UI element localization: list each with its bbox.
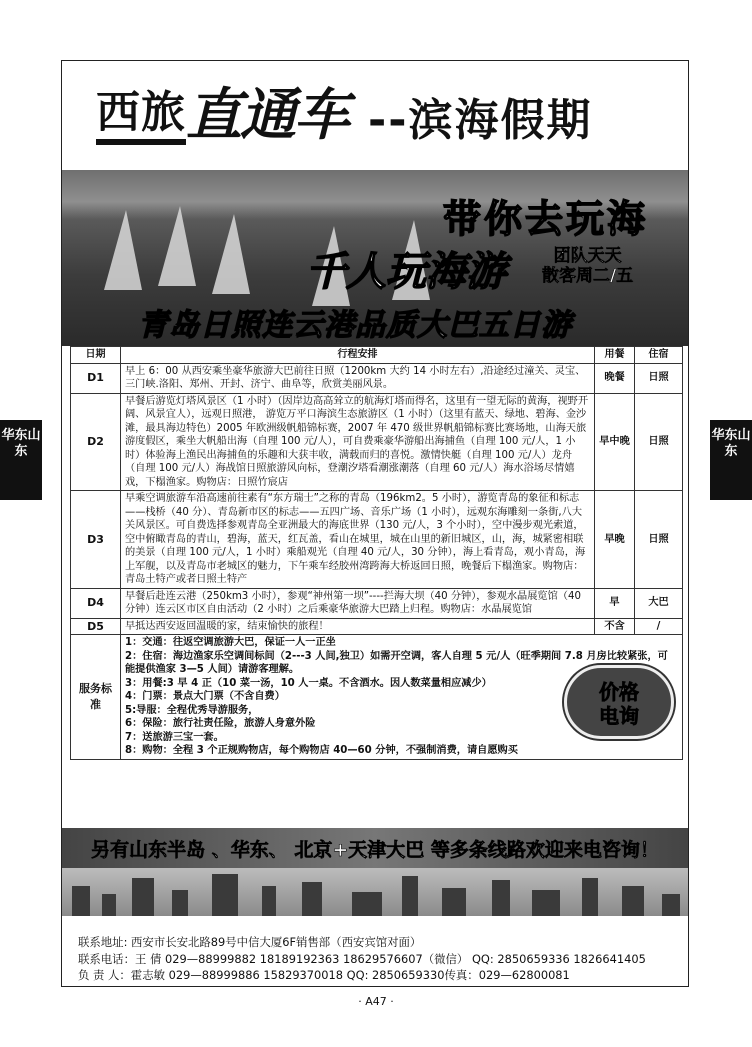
- page-number: · A47 ·: [358, 995, 394, 1008]
- table-row: [71, 588, 683, 618]
- service-item: 3：用餐:3 早 4 正（10 菜一汤，10 人一桌。不含酒水。因人数菜量相应减少）: [125, 677, 492, 689]
- side-tab-left: 华东山东: [0, 420, 42, 500]
- meal-cell: 晚餐: [595, 363, 635, 393]
- stay-cell: /: [635, 618, 683, 635]
- stay-cell: 大巴: [635, 588, 683, 618]
- header-stay: 住宿: [635, 347, 683, 364]
- title-part2: 直通车: [186, 83, 348, 148]
- table-row: [71, 393, 683, 491]
- service-label: 服务标准: [71, 635, 121, 760]
- title-part3: --滨海假期: [368, 95, 593, 146]
- contact-manager: 负 责 人：霍志敏 029—88999886 15829370018 QQ: 2850659330传真：029—62800081: [78, 968, 570, 982]
- meal-cell: 早晚: [595, 491, 635, 589]
- service-item: 5:导服：全程优秀导游服务，: [125, 704, 259, 716]
- schedule-cell: 早上 6：00 从西安乘坐豪华旅游大巴前往日照（1200km 大约 14 小时左右）,沿途经过潼关、灵宝、三门峡.洛阳、郑州、开封、济宁、曲阜等，欣赏美丽风景。: [121, 363, 595, 393]
- schedule-individual: 散客周二/五: [542, 266, 634, 286]
- service-item: 6：保险：旅行社责任险，旅游人身意外险: [125, 718, 316, 729]
- price-badge-line2: 电询: [599, 704, 639, 728]
- day-cell: D2: [71, 393, 121, 491]
- banner-headline: 带你去玩海: [442, 197, 648, 241]
- title-part1: 西旅: [96, 87, 186, 145]
- service-item: 4：门票：景点大门票（不含自费）: [125, 691, 285, 702]
- banner-subheadline: 千人玩海游: [306, 249, 506, 295]
- day-cell: D1: [71, 363, 121, 393]
- schedule-cell: 早餐后赴连云港（250km3 小时），参观“神州第一坝”----拦海大坝（40 分钟），参观水晶展览馆（40 分钟）连云区市区自由活动（2 小时）之后乘豪华旅游大巴踏上归程。购物店：水晶展览馆: [121, 588, 595, 618]
- windsurf-sail-icon: [104, 210, 142, 290]
- contact-phone: 联系电话：王 倩 029—88999882 18189192363 18629576607（微信） QQ: 2850659336 1826641405: [78, 951, 646, 966]
- contact-info: [78, 934, 646, 984]
- day-cell: D3: [71, 491, 121, 589]
- windsurf-sail-icon: [212, 214, 250, 294]
- contact-address: 联系地址: 西安市长安北路89号中信大厦6F销售部（西安宾馆对面）: [78, 935, 422, 949]
- itinerary-table: [70, 346, 683, 760]
- banner-photo: [62, 170, 688, 346]
- service-item: 7：送旅游三宝一套。: [125, 731, 224, 743]
- day-cell: D5: [71, 618, 121, 635]
- stay-cell: 日照: [635, 363, 683, 393]
- banner-schedule: [542, 246, 633, 286]
- city-skyline-photo: [62, 868, 688, 916]
- header-meal: 用餐: [595, 347, 635, 364]
- service-row: [71, 635, 683, 760]
- price-badge-line1: 价格: [599, 680, 639, 704]
- schedule-team: 团队天天: [553, 246, 622, 266]
- meal-cell: 早中晚: [595, 393, 635, 491]
- header-day: 日期: [71, 347, 121, 364]
- meal-cell: 早: [595, 588, 635, 618]
- header-schedule: 行程安排: [121, 347, 595, 364]
- service-item: 1：交通：往返空调旅游大巴，保证一人一正坐: [125, 637, 336, 648]
- table-row: [71, 363, 683, 393]
- windsurf-sail-icon: [158, 206, 196, 286]
- schedule-cell: 早餐后游览灯塔风景区（1 小时）（因岸边高高耸立的航海灯塔而得名，这里有一望无际的黄海，视野开阔、风景宜人），远观日照港， 游览万平口海滨生态旅游区（1 小时）（这里有蓝天、绿地、碧海、金沙滩，最具海边特色）2005 年欧洲级帆船锦标赛，2007 年 470 级世界帆船锦标赛比赛场地，山海天旅游度假区，乘坐大帆船出海（自理 100 元/人），可自费乘豪华游船出海捕鱼（自理 100 元/人，1 小时）体验海上渔民出海捕鱼的乐趣和大获丰收，满载而归的喜悦。激情快艇（自理 100 元/人）龙舟（自理 100 元/人）海战馆日照旅游风向标，登潮汐塔看潮涨潮落（自理 60 元/人）海水浴场尽情嬉戏，下榻渔家。购物店：日照竹宸店: [121, 393, 595, 491]
- table-row: [71, 491, 683, 589]
- stay-cell: 日照: [635, 393, 683, 491]
- meal-cell: 不含: [595, 618, 635, 635]
- price-inquiry-badge: [564, 665, 674, 739]
- table-row: [71, 618, 683, 635]
- table-header-row: [71, 347, 683, 364]
- service-list: [121, 635, 683, 760]
- schedule-cell: 早乘空调旅游车沿高速前往素有“东方瑞士”之称的青岛（196km2。5 小时），游览青岛的象征和标志——栈桥（40 分）、青岛新市区的标志——五四广场、音乐广场（1 小时），远观东海雕刻一条街,八大关风景区。可自费选择参观青岛全亚洲最大的海底世界（130 元/人，3 个小时），空中漫步观光索道，空中俯瞰青岛的青山，碧海，蓝天，红瓦盖，看山在城里，城在山里的新旧城区，山，海，城紧密相联的美景（自理 100 元/人，1 小时）乘船观光（自理 40 元/人，30 分钟），海上看青岛，观小青岛，海上军舰，以及青岛市老城区的魅力，下午乘车经胶州湾跨海大桥返回日照，晚餐后下榻渔家。购物店：青岛土特产或者日照土特产: [121, 491, 595, 589]
- page-title: [62, 62, 688, 170]
- service-item: 2：住宿：海边渔家乐空调间标间（2---3 人间,独卫）如需开空调，客人自理 5 元/人（旺季期间 7.8 月房比较紧张，可能提供渔家 3—5 人间）请游客理解。: [125, 650, 668, 675]
- day-cell: D4: [71, 588, 121, 618]
- stay-cell: 日照: [635, 491, 683, 589]
- service-item: 8：购物：全程 3 个正规购物店，每个购物店 40—60 分钟，不强制消费，请自愿购买: [125, 745, 518, 756]
- side-tab-right: 华东山东: [710, 420, 752, 500]
- promo-banner: 另有山东半岛 、华东、 北京+天津大巴 等多条线路欢迎来电咨询！: [62, 828, 688, 868]
- banner-tour-name: 青岛日照连云港品质大巴五日游: [138, 308, 572, 343]
- schedule-cell: 早抵达西安返回温暖的家，结束愉快的旅程！: [121, 618, 595, 635]
